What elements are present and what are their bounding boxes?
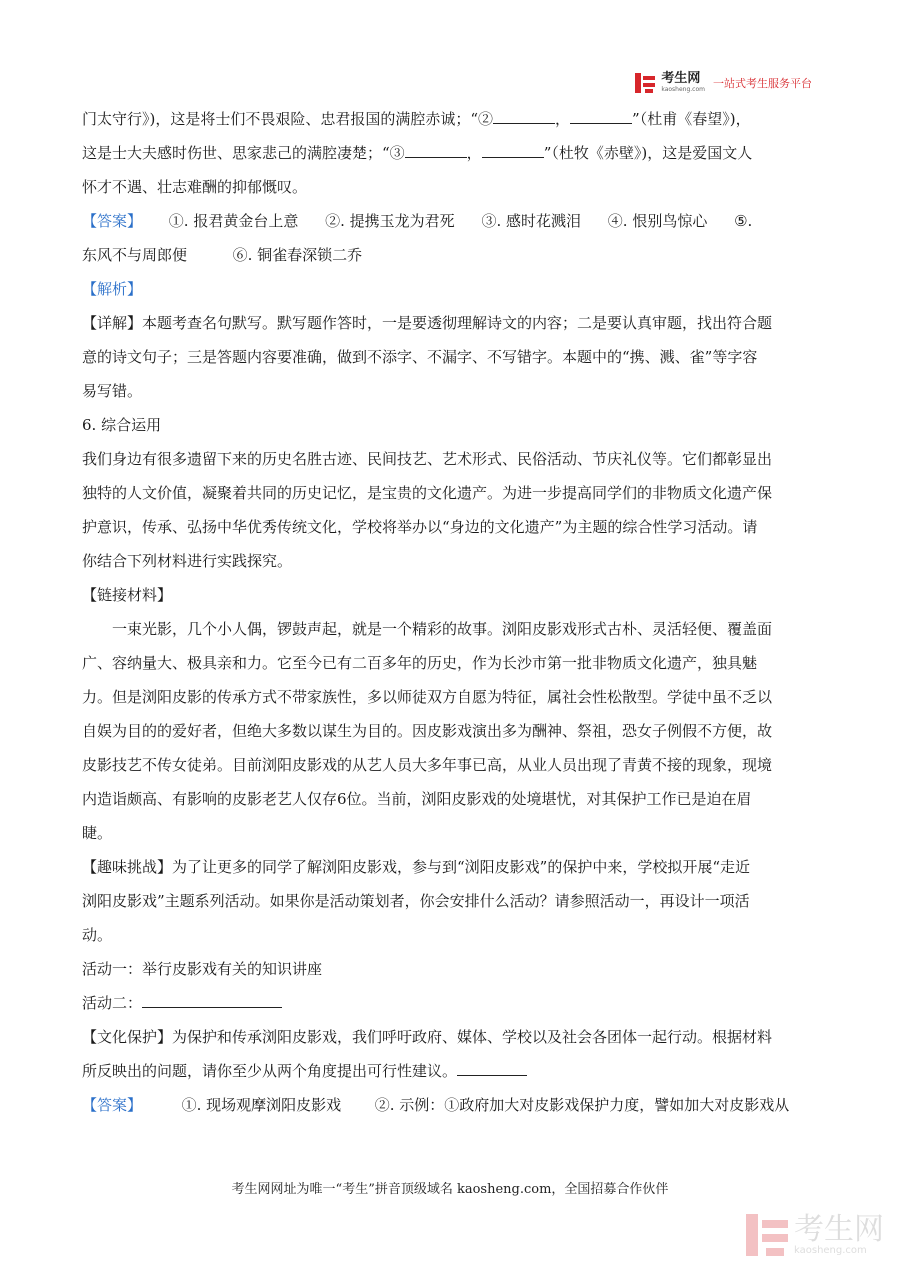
kaosheng-logo-icon [635,73,655,93]
logo-text [661,72,705,93]
fill-blank [405,143,467,158]
question-title: 6. 综合运用 [82,416,162,434]
text-line [82,102,822,136]
material-line: 力。但是浏阳皮影的传承方式不带家族性，多以师徒双方自愿为特征，属社会性松散型。学徒中虽不乏以 [82,688,773,706]
answer-row [82,1088,822,1122]
text-line: 我们身边有很多遗留下来的历史名胜古迹、民间技艺、艺术形式、民俗活动、节庆礼仪等。它们都彰显出 [82,450,773,468]
fill-blank [142,993,282,1008]
header-logo [635,72,812,93]
text-line: 【趣味挑战】为了让更多的同学了解浏阳皮影戏，参与到“浏阳皮影戏”的保护中来，学校拟开展“走近 [82,858,751,876]
text-line: 浏阳皮影戏”主题系列活动。如果你是活动策划者，你会安排什么活动？请参照活动一，再设计一项活 [82,892,750,910]
text-span: ”（杜牧《赤壁》)，这是爱国文人 [543,144,753,162]
text-span: 活动二： [82,994,143,1012]
answer-item: ②. 提携玉龙为君死 [325,212,455,230]
answer-row [82,204,822,238]
material-line: 自娱为目的的爱好者，但绝大多数以谋生为目的。因皮影戏演出多为酬神、祭祖，恐女子例假不方便，故 [82,722,773,740]
text-line: 动。 [82,926,113,944]
text-line: 护意识，传承、弘扬中华优秀传统文化，学校将举办以“身边的文化遗产”为主题的综合性学习活动。请 [82,518,758,536]
answer-tag: 【答案】 [82,212,143,230]
text-span: 所反映出的问题，请你至少从两个角度提出可行性建议。 [82,1062,458,1080]
answer-item: ②. 示例：①政府加大对皮影戏保护力度，譬如加大对皮影戏从 [374,1096,790,1114]
text-line [82,136,822,170]
document-body [82,102,822,1122]
fill-blank [570,109,632,124]
text-line: 怀才不遇、壮志难酬的抑郁慨叹。 [82,178,308,196]
answer-item: ⑥. 铜雀春深锁二乔 [232,246,363,264]
answer-item: 东风不与周郎便 [82,246,188,264]
text-span: ， [466,144,482,162]
answer-item: ④. 恨别鸟惊心 [607,212,708,230]
logo-slogan: 一站式考生服务平台 [713,76,812,90]
kaosheng-watermark-icon [746,1214,788,1256]
text-span: ， [555,110,571,128]
text-span: 这是士大夫感时伤世、思家悲己的满腔凄楚；“③ [82,144,405,162]
text-line [82,1054,822,1088]
watermark-logo [746,1211,884,1256]
watermark-cn: 考生网 [794,1211,884,1247]
text-line: 易写错。 [82,382,143,400]
fill-blank [457,1061,527,1076]
text-span: ”（杜甫《春望》)， [632,110,751,128]
text-span: 门太守行》)，这是将士们不畏艰险、忠君报国的满腔赤诚；“② [82,110,494,128]
answer-item: ⑤. [734,212,753,230]
material-line: 睫。 [82,824,113,842]
material-line: 一束光影，几个小人偶，锣鼓声起，就是一个精彩的故事。浏阳皮影戏形式古朴、灵活轻便、覆盖面 [112,620,773,638]
answer-item: ①. 报君黄金台上意 [168,212,299,230]
text-line [82,238,822,272]
logo-cn: 考生网 [661,71,701,86]
fill-blank [482,143,544,158]
material-line: 皮影技艺不传女徒弟。目前浏阳皮影戏的从艺人员大多年事已高，从业人员出现了青黄不接的现象，现境 [82,756,773,774]
text-line: 独特的人文价值，凝聚着共同的历史记忆，是宝贵的文化遗产。为进一步提高同学们的非物质文化遗产保 [82,484,773,502]
text-line: 【详解】本题考查名句默写。默写题作答时，一是要透彻理解诗文的内容；二是要认真审题，找出符合题 [82,314,773,332]
fill-blank [493,109,555,124]
logo-en: kaosheng.com [661,86,705,93]
activity-one: 活动一：举行皮影戏有关的知识讲座 [82,960,323,978]
watermark-en: kaosheng.com [794,1244,867,1256]
material-line: 广、容纳量大、极具亲和力。它至今已有二百多年的历史，作为长沙市第一批非物质文化遗产，独具魅 [82,654,758,672]
activity-two [82,986,822,1020]
page-footer: 考生网网址为唯一“考生”拼音顶级域名 kaosheng.com，全国招募合作伙伴 [231,1182,669,1197]
answer-item: ①. 现场观摩浏阳皮影戏 [181,1096,342,1114]
analysis-tag: 【解析】 [82,280,143,298]
watermark-text [794,1211,884,1256]
text-line: 你结合下列材料进行实践探究。 [82,552,293,570]
answer-item: ③. 感时花溅泪 [481,212,581,230]
material-line: 内造诣颇高、有影响的皮影老艺人仅存6位。当前，浏阳皮影戏的处境堪忧，对其保护工作已是迫在眉 [82,790,752,808]
text-line: 【文化保护】为保护和传承浏阳皮影戏，我们呼吁政府、媒体、学校以及社会各团体一起行动。根据材料 [82,1028,773,1046]
section-heading: 【链接材料】 [82,586,173,604]
answer-tag: 【答案】 [82,1096,143,1114]
text-line: 意的诗文句子；三是答题内容要准确，做到不添字、不漏字、不写错字。本题中的“携、溅、雀”等字容 [82,348,758,366]
